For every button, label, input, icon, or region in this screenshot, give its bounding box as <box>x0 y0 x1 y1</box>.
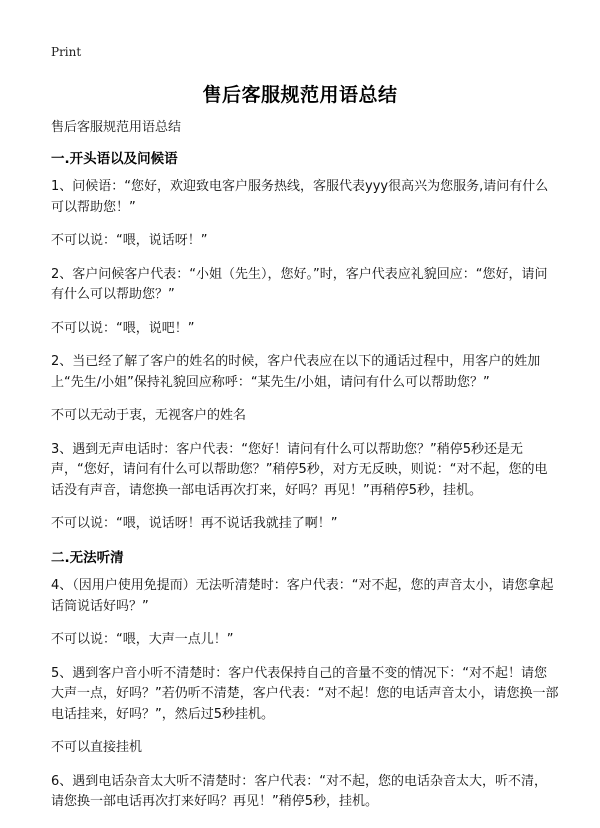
document-body <box>51 118 559 813</box>
paragraph-6-forbidden: 不可以直接挂机 <box>51 740 143 755</box>
paragraph-1: 1、问候语：“您好，欢迎致电客户服务热线，客服代表yyy很高兴为您服务,请问有什么可以帮助您！” <box>51 179 549 215</box>
document-title: 售后客服规范用语总结 <box>202 84 398 106</box>
paragraph-1-forbidden: 不可以说：“喂，说话呀！” <box>51 233 208 248</box>
paragraph-5-forbidden: 不可以说：“喂，大声一点儿！” <box>51 632 234 647</box>
paragraph-4-forbidden: 不可以说：“喂，说话呀！再不说话我就挂了啊！” <box>51 516 338 531</box>
paragraph-2: 2、客户问候客户代表：“小姐（先生），您好。”时，客户代表应礼貌回应：“您好，请问有什么可以帮助您？” <box>51 266 548 302</box>
print-label: Print <box>51 45 82 59</box>
paragraph-6: 5、遇到客户音小听不清楚时：客户代表保持自己的音量不变的情况下：“对不起！请您大声一点，好吗？”若仍听不清楚，客户代表：“对不起！您的电话声音太小，请您换一部电话挂来，好吗？”，然后过5秒挂机。 <box>51 665 559 722</box>
paragraph-4: 3、遇到无声电话时：客户代表：“您好！请问有什么可以帮助您？”稍停5秒还是无声，“您好，请问有什么可以帮助您？”稍停5秒，对方无反映，则说：“对不起，您的电话没有声音，请您换一部电话再次打来，好吗？再见！”再稍停5秒，挂机。 <box>51 441 548 498</box>
paragraph-2-forbidden: 不可以说：“喂，说吧！” <box>51 320 195 336</box>
paragraph-7: 6、遇到电话杂音太大听不清楚时：客户代表：“对不起，您的电话杂音太大，听不清，请您换一部电话再次打来好吗？再见！”稍停5秒，挂机。 <box>51 773 548 809</box>
section-heading-2: 二.无法听清 <box>51 549 124 566</box>
section-heading-1: 一.开头语以及问候语 <box>51 150 178 167</box>
intro-line: 售后客服规范用语总结 <box>51 120 182 135</box>
paragraph-3: 2、当已经了解了客户的姓名的时候，客户代表应在以下的通话过程中，用客户的姓加上“先生/小姐”保持礼貌回应称呼：“某先生/小姐，请问有什么可以帮助您？” <box>51 354 541 390</box>
paragraph-5: 4、（因用户使用免提而）无法听清楚时：客户代表：“对不起，您的声音太小，请您拿起话筒说话好吗？” <box>51 578 554 614</box>
paragraph-3-forbidden: 不可以无动于衷，无视客户的姓名 <box>51 408 247 423</box>
